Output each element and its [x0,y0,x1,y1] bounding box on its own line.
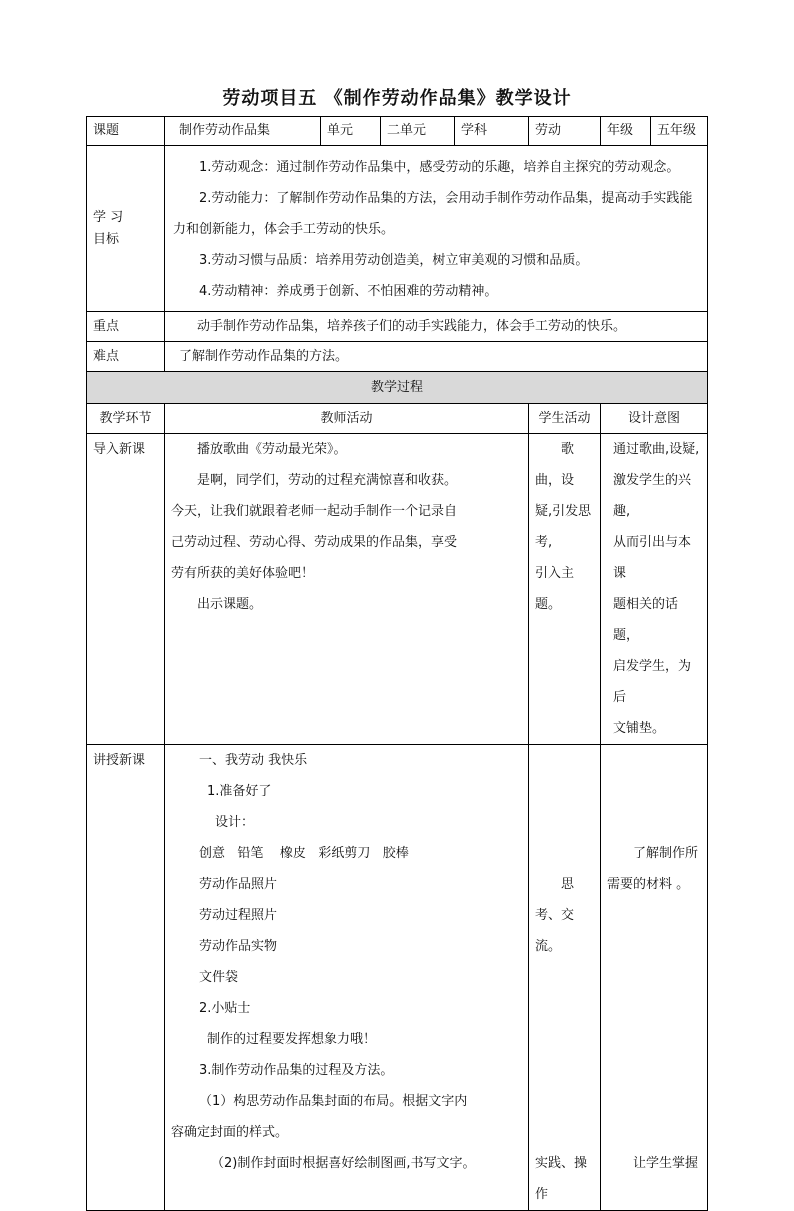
intent-line: 让学生掌握 [633,1156,699,1171]
lecture-student [529,745,601,1211]
teacher-line: （1）构思劳动作品集封面的布局。根据文字内 [199,1094,468,1109]
process-title: 教学过程 [87,372,708,404]
goals-content [165,146,708,312]
intro-student [529,434,601,745]
topic-label: 课题 [87,117,165,146]
student-line: 引入主题。 [535,566,575,612]
intent-line: 需要的材料 。 [607,877,690,892]
lecture-row [87,745,708,1211]
teacher-line: 创意 铅笔 橡皮 彩纸剪刀 胶棒 [199,846,409,861]
teacher-line: 劳动作品照片 [199,877,278,892]
teacher-line: 1.准备好了 [207,784,272,799]
lecture-teacher [165,745,529,1211]
column-header-row [87,404,708,434]
unit-value: 二单元 [381,117,455,146]
process-title-row [87,372,708,404]
teacher-line: 容确定封面的样式。 [171,1125,289,1140]
intent-line: 题相关的话题， [613,597,679,643]
student-line: 流。 [535,939,562,954]
key-point-text: 动手制作劳动作品集，培养孩子们的动手实践能力，体会手工劳动的快乐。 [165,312,708,342]
col-intent: 设计意图 [601,404,708,434]
goal-item: 3.劳动习惯与品质：培养用劳动创造美，树立审美观的习惯和品质。 [199,253,589,268]
student-line: 歌曲，设 [535,442,575,488]
intro-intent [601,434,708,745]
teacher-line: 出示课题。 [197,597,263,612]
teacher-line: 播放歌曲《劳动最光荣》。 [197,442,347,457]
goals-row [87,146,708,312]
intro-row [87,434,708,745]
topic-value: 制作劳动作品集 [165,117,321,146]
difficulty-text: 了解制作劳动作品集的方法。 [165,342,708,372]
lecture-intent [601,745,708,1211]
intro-teacher [165,434,529,745]
col-stage: 教学环节 [87,404,165,434]
intent-line: 通过歌曲,设疑, [613,442,700,457]
lesson-plan-table [86,116,708,1211]
intent-line: 激发学生的兴趣, [613,473,692,519]
teacher-line: 设计： [215,815,255,830]
key-point-label: 重点 [87,312,165,342]
goals-label-line1: 学 习 [93,209,124,225]
goals-label [87,146,165,312]
difficulty-row [87,342,708,372]
teacher-line: 劳动过程照片 [199,908,278,923]
teacher-line: 制作的过程要发挥想象力哦！ [207,1032,377,1047]
intent-line: 了解制作所 [633,846,699,861]
unit-label: 单元 [321,117,381,146]
teacher-line: 是啊，同学们，劳动的过程充满惊喜和收获。 [197,473,458,488]
subject-value: 劳动 [529,117,601,146]
header-row [87,117,708,146]
grade-label: 年级 [601,117,651,146]
intent-line: 文铺垫。 [613,721,666,736]
intro-stage: 导入新课 [87,434,165,745]
teacher-line: 3.制作劳动作品集的过程及方法。 [199,1063,394,1078]
difficulty-label: 难点 [87,342,165,372]
teacher-line: 2.小贴士 [199,1001,251,1016]
student-line: 实践、操作 [535,1156,588,1202]
grade-value: 五年级 [651,117,708,146]
subject-label: 学科 [455,117,529,146]
col-teacher: 教师活动 [165,404,529,434]
goals-label-line2: 目标 [93,231,120,247]
goal-item: 4.劳动精神：养成勇于创新、不怕困难的劳动精神。 [199,284,498,299]
teacher-line: 一、我劳动 我快乐 [199,753,308,768]
goal-item: 力和创新能力，体会手工劳动的快乐。 [173,222,395,237]
lecture-stage: 讲授新课 [87,745,165,1211]
intent-line: 启发学生，为后 [613,659,692,705]
goal-item: 1.劳动观念：通过制作劳动作品集中，感受劳动的乐趣，培养自主探究的劳动观念。 [199,160,680,175]
teacher-line: 文件袋 [199,970,239,985]
document-title: 劳动项目五 《制作劳动作品集》教学设计 [222,88,572,109]
teacher-line: 劳有所获的美好体验吧！ [171,566,315,581]
teacher-line: （2)制作封面时根据喜好绘制图画,书写文字。 [211,1156,476,1171]
col-student: 学生活动 [529,404,601,434]
key-point-row [87,312,708,342]
student-line: 疑,引发思考, [535,504,592,550]
student-line: 思考、交 [535,877,575,923]
teacher-line: 己劳动过程、劳动心得、劳动成果的作品集，享受 [171,535,458,550]
teacher-line: 劳动作品实物 [199,939,278,954]
teacher-line: 今天，让我们就跟着老师一起动手制作一个记录自 [171,504,458,519]
intent-line: 从而引出与本课 [613,535,692,581]
goal-item: 2.劳动能力：了解制作劳动作品集的方法，会用动手制作劳动作品集，提高动手实践能 [199,191,693,206]
